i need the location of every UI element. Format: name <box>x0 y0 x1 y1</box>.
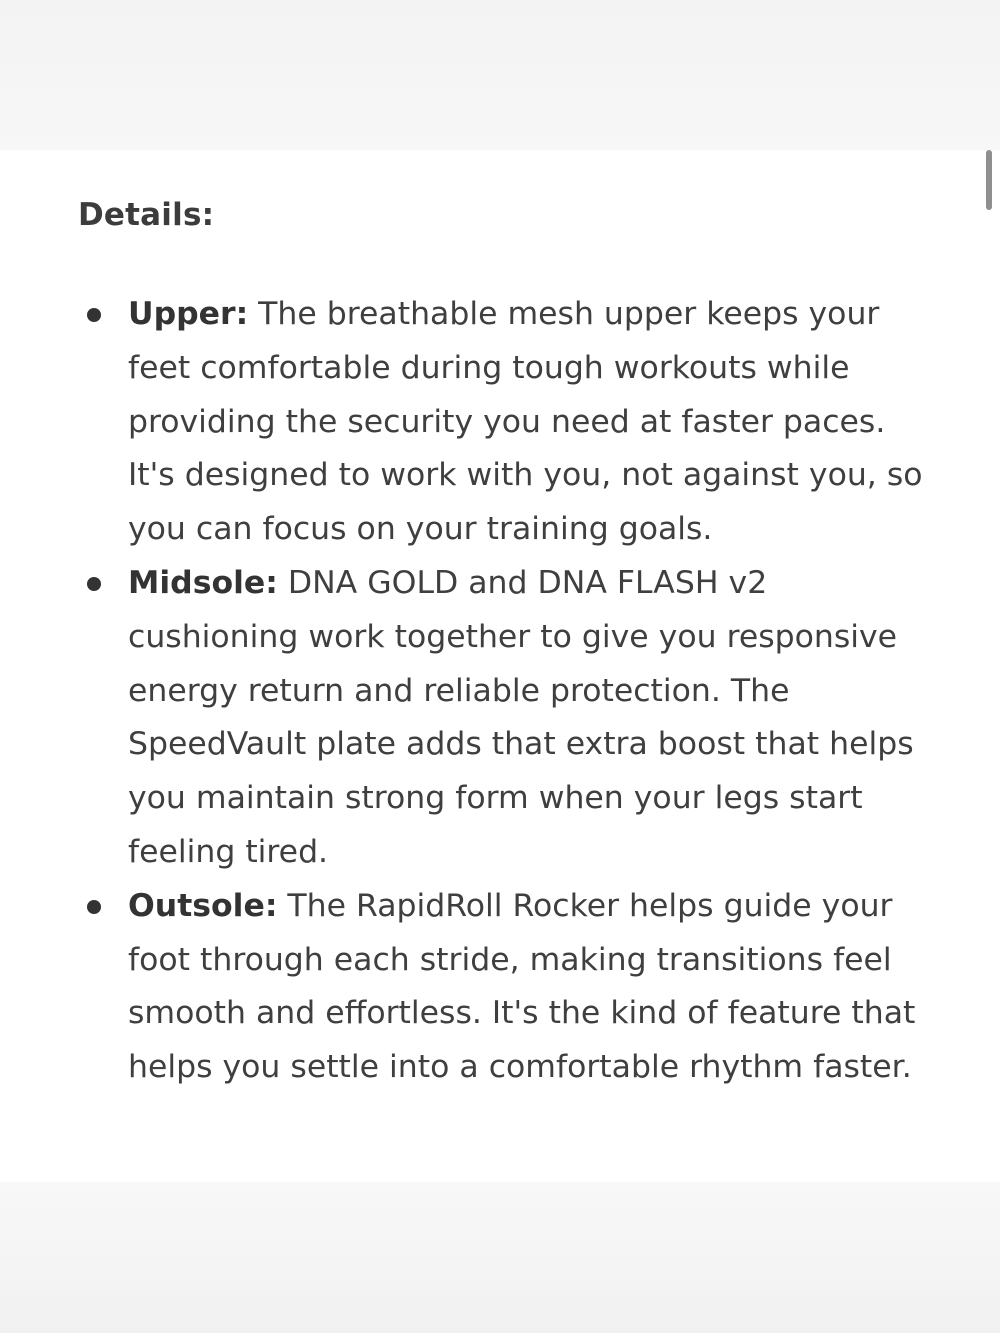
bottom-backdrop <box>0 1182 1000 1333</box>
details-heading: Details: <box>78 197 215 233</box>
details-panel <box>0 150 1000 1182</box>
scrollbar-thumb[interactable] <box>986 150 992 210</box>
detail-item-upper <box>78 288 928 557</box>
detail-item-outsole <box>78 880 928 1095</box>
details-list <box>78 288 928 1095</box>
detail-label: Midsole: <box>128 564 278 601</box>
detail-item-midsole <box>78 557 928 880</box>
detail-label: Outsole: <box>128 887 278 924</box>
bullet-icon <box>87 308 101 322</box>
bullet-icon <box>87 577 101 591</box>
top-backdrop <box>0 0 1000 150</box>
detail-label: Upper: <box>128 296 249 332</box>
detail-text: The RapidRoll Rocker helps guide your foot through each stride, making transitions feel smooth and effortless. It's the kind of feature that helps you settle into a comfortable rhythm faster. <box>128 887 916 1086</box>
detail-text: DNA GOLD and DNA FLASH v2 cushioning work together to give you responsive energy return and reliable protection. The SpeedVault plate adds that extra boost that helps you maintain strong form when your legs start feeling tired. <box>128 564 914 870</box>
detail-text: The breathable mesh upper keeps your feet comfortable during tough workouts while providing the security you need at faster paces. It's designed to work with you, not against you, so you can focus on your training goals. <box>128 296 923 548</box>
bullet-icon <box>87 900 101 914</box>
